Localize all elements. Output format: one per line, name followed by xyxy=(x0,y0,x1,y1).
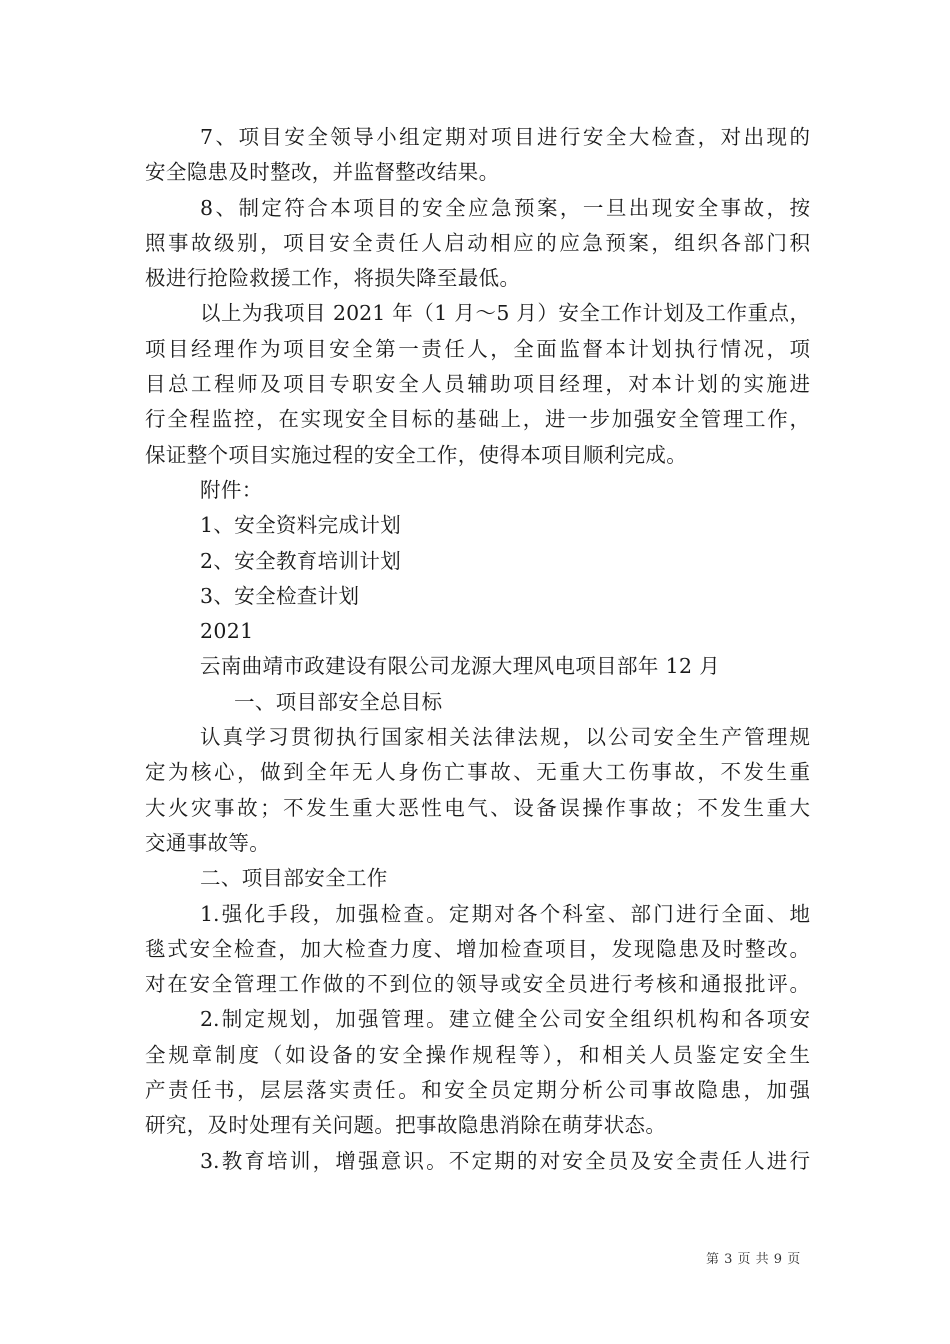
document-body xyxy=(145,120,810,1179)
text-line: 极进行抢险救援工作，将损失降至最低。 xyxy=(145,266,521,291)
text-line: 2、安全教育培训计划 xyxy=(200,548,402,573)
text-line: 2021 xyxy=(200,619,254,644)
text-line: 定为核心，做到全年无人身伤亡事故、无重大工伤事故，不发生重 xyxy=(145,760,810,785)
text-line: 毯式安全检查，加大检查力度、增加检查项目，发现隐患及时整改。 xyxy=(145,936,810,961)
text-line: 认真学习贯彻执行国家相关法律法规，以公司安全生产管理规 xyxy=(200,725,810,750)
text-line: 8、制定符合本项目的安全应急预案，一旦出现安全事故，按 xyxy=(200,195,810,220)
page-number-footer: 第 3 页 共 9 页 xyxy=(706,1252,801,1267)
text-line: 云南曲靖市政建设有限公司龙源大理风电项目部年 12 月 xyxy=(200,654,721,679)
text-line: 对在安全管理工作做的不到位的领导或安全员进行考核和通报批评。 xyxy=(145,972,810,997)
text-line: 二、项目部安全工作 xyxy=(200,866,388,891)
text-line: 以上为我项目 2021 年（1 月～5 月）安全工作计划及工作重点， xyxy=(200,301,810,326)
text-line: 1.强化手段，加强检查。定期对各个科室、部门进行全面、地 xyxy=(200,901,810,926)
text-line: 安全隐患及时整改，并监督整改结果。 xyxy=(145,160,500,185)
text-line: 目总工程师及项目专职安全人员辅助项目经理，对本计划的实施进 xyxy=(145,372,810,397)
text-line: 产责任书，层层落实责任。和安全员定期分析公司事故隐患，加强 xyxy=(145,1078,810,1103)
text-line: 交通事故等。 xyxy=(145,830,271,855)
text-line: 行全程监控，在实现安全目标的基础上，进一步加强安全管理工作， xyxy=(145,407,810,432)
text-line: 7、项目安全领导小组定期对项目进行安全大检查，对出现的 xyxy=(200,125,810,149)
text-line: 照事故级别，项目安全责任人启动相应的应急预案，组织各部门积 xyxy=(145,230,810,255)
text-line: 2.制定规划，加强管理。建立健全公司安全组织机构和各项安 xyxy=(200,1007,810,1032)
text-line: 保证整个项目实施过程的安全工作，使得本项目顺利完成。 xyxy=(145,442,688,467)
text-line: 项目经理作为项目安全第一责任人，全面监督本计划执行情况，项 xyxy=(145,336,810,361)
text-line: 一、项目部安全总目标 xyxy=(234,689,443,714)
text-line: 3、安全检查计划 xyxy=(200,583,360,608)
text-line: 研究，及时处理有关问题。把事故隐患消除在萌芽状态。 xyxy=(145,1113,667,1138)
text-line: 附件： xyxy=(200,477,263,502)
text-line: 3.教育培训，增强意识。不定期的对安全员及安全责任人进行 xyxy=(200,1148,810,1173)
text-line: 1、安全资料完成计划 xyxy=(200,513,402,538)
text-line: 全规章制度（如设备的安全操作规程等），和相关人员鉴定安全生 xyxy=(145,1042,810,1067)
text-line: 大火灾事故；不发生重大恶性电气、设备误操作事故；不发生重大 xyxy=(145,795,810,820)
